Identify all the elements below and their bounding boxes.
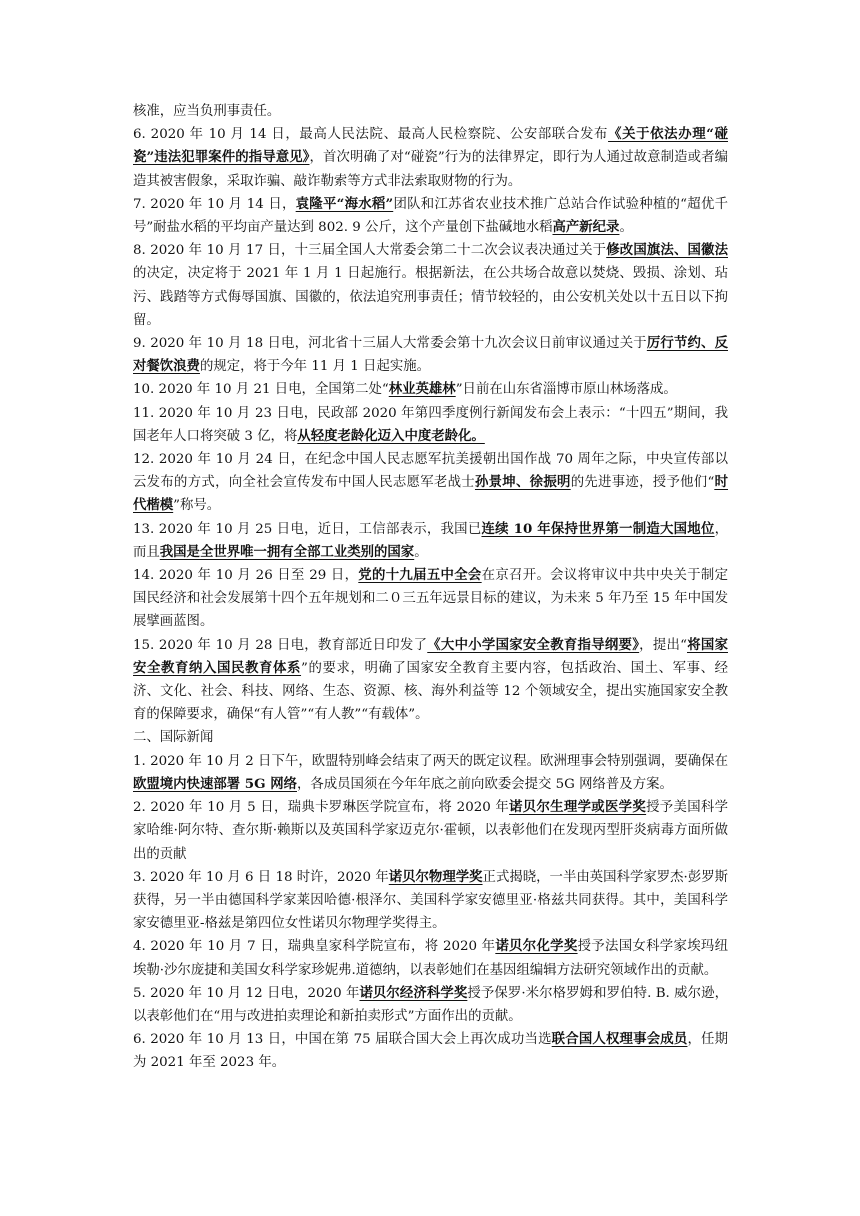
news-text: ，任期为 2021 年至 2023 年。	[133, 1032, 728, 1071]
key-phrase: 《大中小学国家安全教育指导纲要》	[427, 636, 640, 653]
domestic-news-item	[133, 448, 728, 518]
news-text: ”的要求，明确了国家安全教育主要内容，包括政治、国土、军事、经济、文化、社会、科技、网络、生态、资源、核、海外利益等 12 个领域安全，提出实施国家安全教育的保障要求，确保“有人管”“有人教”“有载体”。	[133, 660, 729, 723]
key-phrase: 诺贝尔化学奖	[495, 938, 578, 955]
news-text: 的决定，决定将于 2021 年 1 月 1 日起施行。根据新法，在公共场合故意以焚烧、毁损、涂划、玷污、践踏等方式侮辱国旗、国徽的，依法追究刑事责任；情节较轻的，由公安机关处以十五日以下拘留。	[133, 266, 728, 328]
news-text: 6. 2020 年 10 月 13 日，中国在第 75 届联合国大会上再次成功当选	[133, 1032, 552, 1048]
key-phrase: 厉行节约、反对餐饮浪费	[133, 335, 728, 375]
key-phrase: 《关于依法办理“碰瓷”违法犯罪案件的指导意见》	[133, 126, 728, 166]
key-phrase: 党的十九届五中全会	[358, 567, 482, 584]
news-text: 1. 2020 年 10 月 2 日下午，欧盟特别峰会结束了两天的既定议程。欧洲理事会特别强调，要确保在	[133, 753, 728, 769]
news-text: 在京召开。会议将审议中共中央关于制定国民经济和社会发展第十四个五年规划和二０三五年远景目标的建议，为未来 5 年乃至 15 年中国发展擘画蓝图。	[133, 568, 729, 630]
key-phrase: 袁隆平“海水稻”	[295, 195, 394, 212]
domestic-news-item	[133, 518, 728, 564]
news-text: 。	[414, 544, 428, 560]
section-international-heading: 二、国际新闻	[133, 730, 214, 746]
news-text: 8. 2020 年 10 月 17 日，十三届全国人大常委会第二十二次会议表决通过关于	[133, 243, 607, 259]
international-news-item	[133, 866, 728, 936]
international-news-list	[133, 750, 728, 1075]
news-text: ”日前在山东省淄博市原山林场落成。	[455, 382, 677, 398]
news-text: 12. 2020 年 10 月 24 日，在纪念中国人民志愿军抗美援朝出国作战 70 周年之际，中央宣传部以云发布的方式，向全社会宣传发布中国人民志愿军老战士	[133, 452, 728, 491]
news-text: 授予保罗·米尔格罗姆和罗伯特. B. 威尔逊，以表彰他们在“用与改进拍卖理论和新拍卖形式”方面作出的贡献。	[133, 985, 728, 1024]
key-phrase: 时代楷模	[133, 474, 729, 514]
news-text: 团队和江苏省农业技术推广总站合作试验种植的“超优千号”耐盐水稻的平均亩产量达到 802. 9 公斤，这个产量创下盐碱地水稻	[133, 196, 728, 236]
key-phrase: 高产新纪录	[552, 219, 620, 236]
international-news-item	[133, 750, 728, 796]
news-text: ，各成员国须在今年年底之前向欧委会提交 5G 网络普及方案。	[296, 776, 673, 792]
key-phrase: 诺贝尔物理学奖	[388, 868, 483, 885]
news-text: 10. 2020 年 10 月 21 日电，全国第二处“	[133, 382, 389, 398]
news-text: 3. 2020 年 10 月 6 日 18 时许，2020 年	[133, 869, 389, 885]
key-phrase: 欧盟境内快速部署 5G 网络	[133, 775, 297, 792]
key-phrase: 从轻度老龄化迈入中度老龄化。	[297, 427, 485, 444]
news-text: 授予美国科学家哈维·阿尔特、查尔斯·赖斯以及英国科学家迈克尔·霍顿，以表彰他们在发现丙型肝炎病毒方面所做出的贡献	[133, 800, 729, 862]
domestic-news-item	[133, 402, 728, 448]
domestic-news-item	[133, 239, 728, 332]
key-phrase: 连续 10 年保持世界第一制造大国地位	[481, 520, 715, 537]
news-text: 4. 2020 年 10 月 7 日，瑞典皇家科学院宣布，将 2020 年	[133, 939, 496, 955]
key-phrase: 林业英雄林	[388, 381, 456, 398]
domestic-news-item	[133, 123, 728, 193]
key-phrase: 诺贝尔生理学或医学奖	[509, 799, 647, 816]
news-text: 9. 2020 年 10 月 18 日电，河北省十三届人大常委会第十九次会议日前审议通过关于	[133, 336, 647, 352]
key-phrase: 联合国人权理事会成员	[551, 1031, 688, 1048]
news-text: 。	[619, 220, 633, 236]
domestic-news-item	[133, 332, 728, 378]
domestic-news-item	[133, 564, 728, 634]
international-news-item	[133, 1028, 728, 1074]
news-text: 的先进事迹，授予他们“	[570, 475, 715, 491]
news-text: 正式揭晓，一半由英国科学家罗杰·彭罗斯获得，另一半由德国科学家莱因哈德·根泽尔、美国科学家安德里亚·格兹共同获得。其中，美国科学家安德里亚-格兹是第四位女性诺贝尔物理学奖得主。	[133, 869, 729, 932]
international-news-item	[133, 935, 728, 981]
intro-tail-paragraph: 核准，应当负刑事责任。	[133, 104, 281, 119]
key-phrase: 修改国旗法、国徽法	[606, 242, 728, 259]
news-text: ，而且	[133, 521, 728, 560]
news-text: 授予法国女科学家埃玛纽埃勒·沙尔庞捷和美国女科学家珍妮弗.道德纳，以表彰她们在基因组编辑方法研究领域作出的贡献。	[133, 939, 729, 978]
news-text: 6. 2020 年 10 月 14 日，最高人民法院、最高人民检察院、公安部联合发布	[133, 127, 609, 143]
key-phrase: 孙景坤、徐振明	[474, 474, 571, 491]
news-text: ，提出“	[639, 637, 687, 653]
news-text: 14. 2020 年 10 月 26 日至 29 日，	[133, 568, 359, 584]
news-text: 15. 2020 年 10 月 28 日电，教育部近日印发了	[133, 637, 428, 653]
domestic-news-item	[133, 193, 728, 239]
key-phrase: 我国是全世界唯一拥有全部工业类别的国家	[159, 543, 415, 560]
key-phrase: 将国家安全教育纳入国民教育体系	[133, 636, 728, 676]
news-text: ”称号。	[173, 498, 221, 514]
domestic-news-list	[133, 123, 728, 726]
news-text: 2. 2020 年 10 月 5 日，瑞典卡罗琳医学院宣布，将 2020 年	[133, 800, 510, 816]
news-text: 7. 2020 年 10 月 14 日，	[133, 196, 296, 212]
news-text: 11. 2020 年 10 月 23 日电，民政部 2020 年第四季度例行新闻发布会上表示：“十四五”期间，我国老年人口将突破 3 亿，将	[133, 405, 728, 444]
news-text: 13. 2020 年 10 月 25 日电，近日，工信部表示，我国已	[133, 521, 482, 537]
international-news-item	[133, 796, 728, 866]
news-text: ，首次明确了对“碰瓷”行为的法律界定，即行为人通过故意制造或者编造其被害假象，采取诈骗、敲诈勒索等方式非法索取财物的行为。	[133, 150, 728, 189]
news-text: 的规定，将于今年 11 月 1 日起实施。	[199, 359, 431, 375]
domestic-news-item	[133, 634, 728, 727]
international-news-item	[133, 982, 728, 1028]
key-phrase: 诺贝尔经济科学奖	[359, 984, 468, 1001]
document-page	[133, 100, 728, 1075]
domestic-news-item	[133, 378, 728, 401]
news-text: 5. 2020 年 10 月 12 日电，2020 年	[133, 985, 360, 1001]
